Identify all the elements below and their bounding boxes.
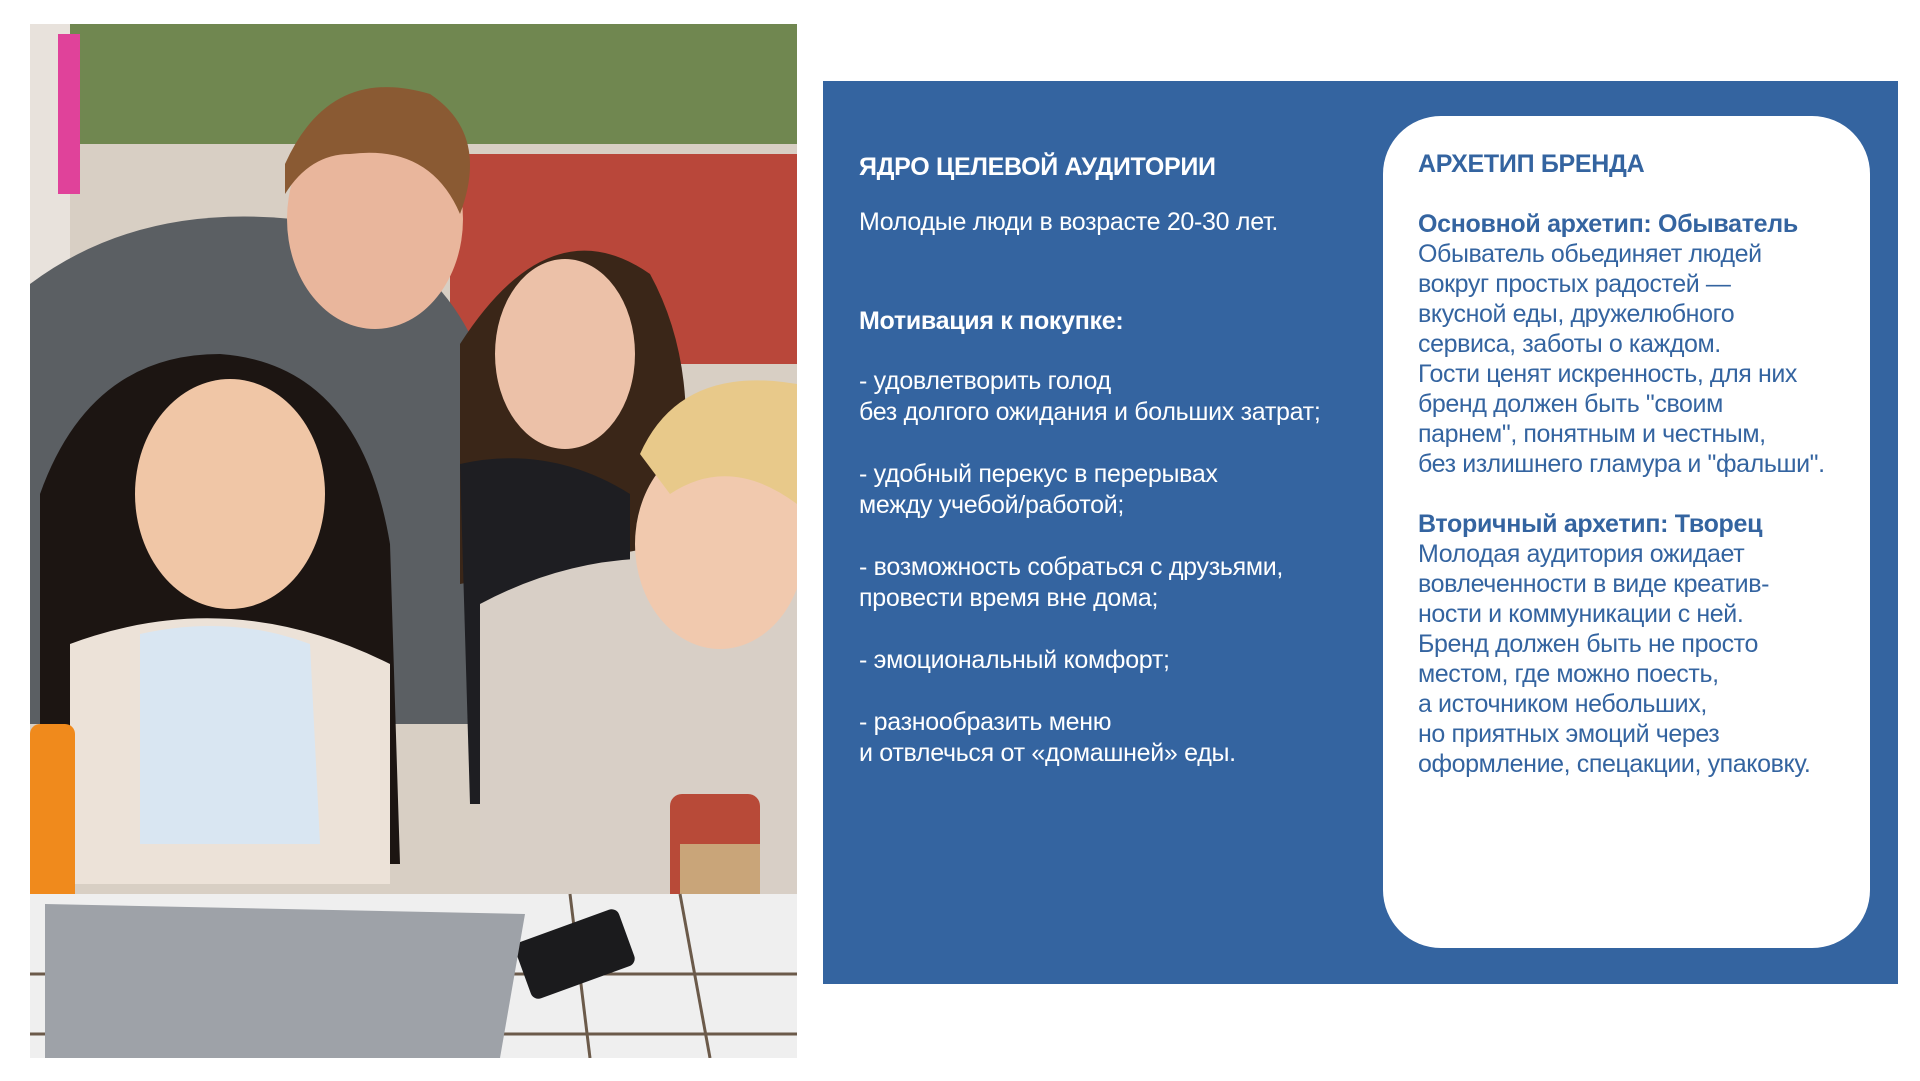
audience-photo: [30, 24, 797, 1058]
motivation-item: - возможность собраться с друзьями, провести время вне дома;: [859, 553, 1284, 612]
audience-core-section: [859, 153, 1379, 800]
secondary-archetype-text: Молодая аудитория ожидает вовлеченности в виде креатив- ности и коммуникации с ней. Бренд должен быть не просто местом, где можно поесть, а источником небольших, но приятных эмоций через оформление, спецакции, упаковку.: [1418, 540, 1811, 778]
motivation-title: Мотивация к покупке:: [859, 307, 1124, 335]
photo-illustration-icon: [30, 24, 797, 1058]
brand-archetype-title: АРХЕТИП БРЕНДА: [1418, 150, 1645, 178]
motivation-item: - удовлетворить голод без долгого ожидания и больших затрат;: [859, 367, 1321, 426]
secondary-archetype-heading: Вторичный архетип: Творец: [1418, 510, 1763, 538]
motivation-item: - удобный перекус в перерывах между учебой/работой;: [859, 460, 1218, 519]
audience-age-text: Молодые люди в возрасте 20-30 лет.: [859, 208, 1278, 236]
audience-core-title: ЯДРО ЦЕЛЕВОЙ АУДИТОРИИ: [859, 153, 1216, 181]
motivation-list: [859, 366, 1379, 769]
primary-archetype-heading: Основной архетип: Обыватель: [1418, 210, 1798, 238]
motivation-item: - эмоциональный комфорт;: [859, 646, 1170, 674]
motivation-item: - разнообразить меню и отвлечься от «домашней» еды.: [859, 708, 1236, 767]
content-panel: [823, 81, 1898, 984]
brand-archetype-card: [1383, 116, 1870, 948]
primary-archetype-text: Обыватель обьединяет людей вокруг простых радостей — вкусной еды, дружелюбного сервиса, заботы о каждом. Гости ценят искренность, для них бренд должен быть "своим парнем", понятным и честным, без излишнего гламура и "фальши".: [1418, 240, 1825, 478]
